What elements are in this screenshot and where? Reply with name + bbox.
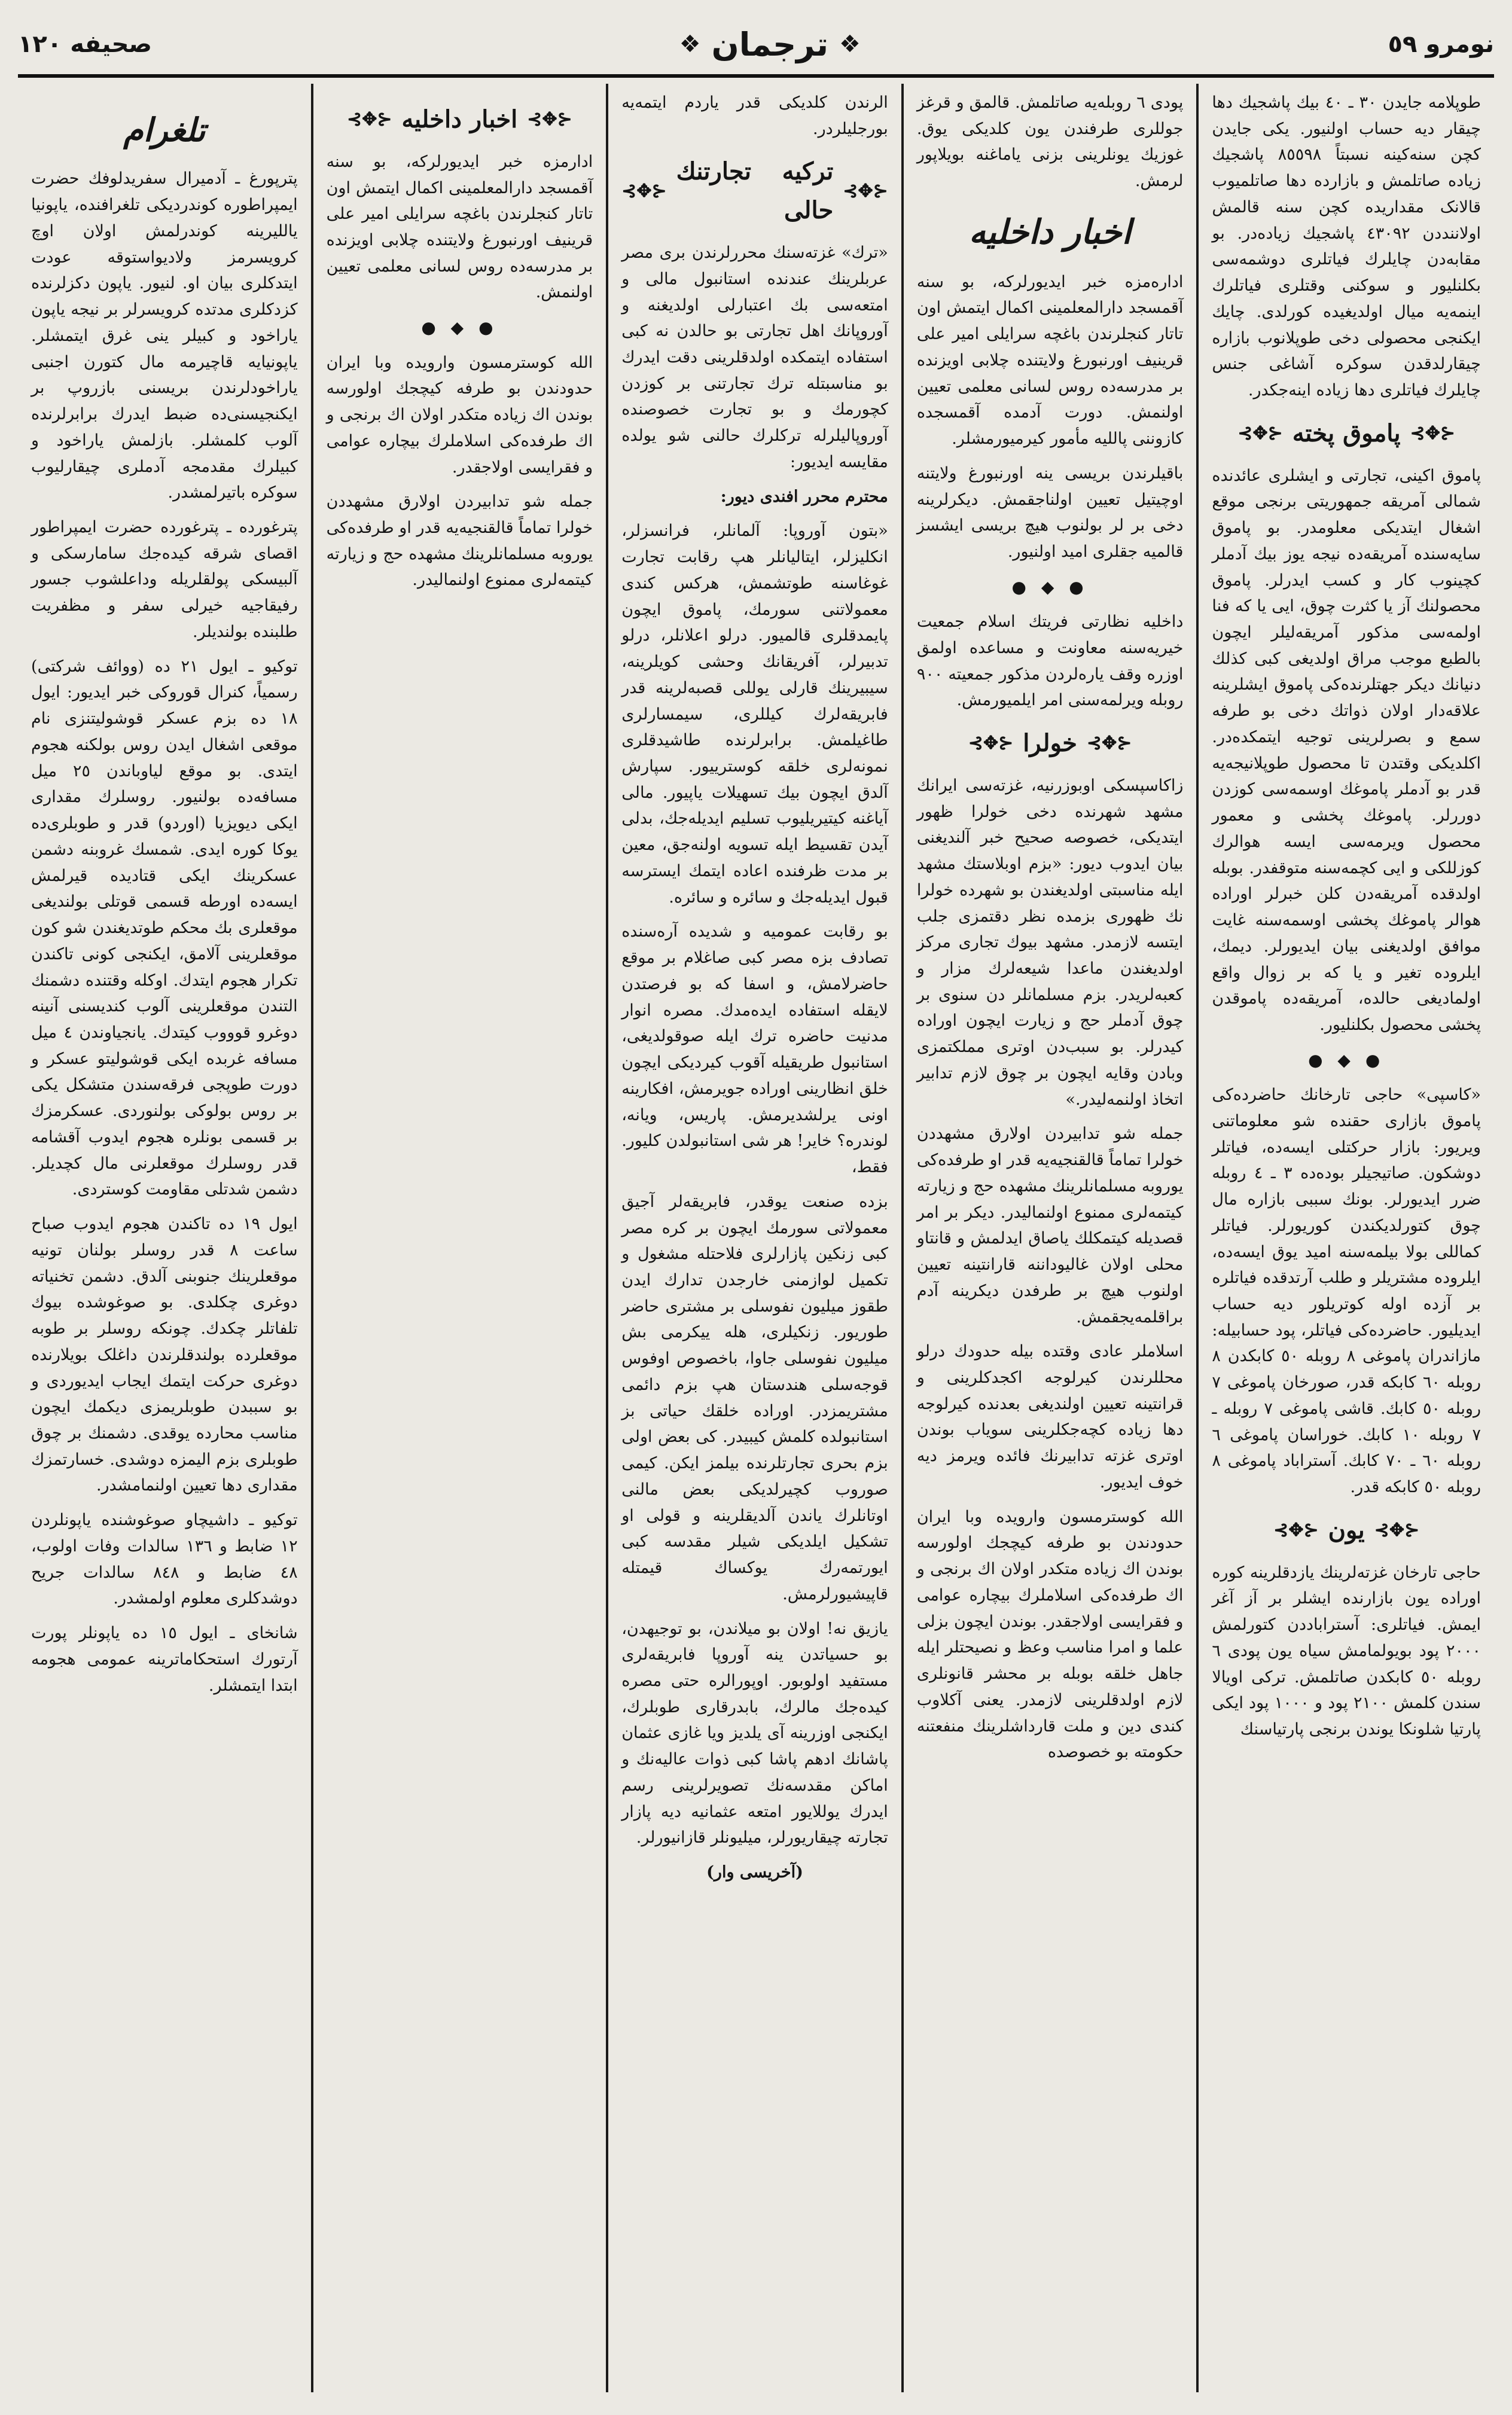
separator: ● ◆ ●: [1308, 1050, 1385, 1070]
continued-note: (آخریسی وار): [706, 1863, 803, 1882]
section-heading: [917, 205, 1184, 260]
paragraph: باقیلرندن بریسی ینه اورنبورغ ولایتنه اوچیتیل تعیین اولناجقمش. دیکرلرینه دخی بر لر بولنوب هیچ بریسی ایشسز قالمیه جقلری امید اولنیور.: [916, 464, 1184, 561]
paragraph: شانخای ـ ایول ١٥ ده یاپونلر پورت آرتورك استحکاماترینه عمومی هجومه ابتدا ایتمشلر.: [31, 1624, 298, 1695]
paragraph: بزده صنعت یوقدر، فابریقه‌لر آجیق معمولاتی سورمك ایچون بر کره مصر کبی زنکین پازارلری فلاحتله مشغول و تکمیل لوازمنی خارجدن تدارك ایدن طقوز میلیون نفوسلی بر مشتری حاضر طوریور. زنکیلری، هله ییکرمی بش میلیون نفوسلی جاوا، باخصوص اوفوس قوجه‌سلی هندستان هپ بزم دائمی مشتریمزدر. اوراده خلقك حیاتی بز استانبولده کلمش کیبیدر. کی بعض اولی بزم بحری تجارتلرنده بیلمز ایکن. کیمی صوروب کچیرلدیکی بعض مالنی اوتانلرك یاندن آلدیقلرینه و قولی او تشکیل ایلدیکی شیلر مقدسه کبی ایورتمه‌رك یوکساك قیمتله قاپیشیورلرمش.: [621, 1192, 888, 1603]
column-4: [313, 84, 609, 2392]
ornament-icon: ⊰✥⊱: [347, 109, 392, 130]
heading-text: خولرا: [1023, 729, 1077, 758]
paragraph: ادارمزه خبر ایدیورلرکه، بو سنه آقمسجد دارالمعلمینی اکمال ایتمش اون تاتار کنجلرندن باغچه سرایلی امیر علی قرینیف اورنبورغ ولایتنده چلابی اویزنده بر مدرسه‌ده روس لسانی معلمی تعیین اولنمش.: [326, 152, 593, 302]
paragraph: «بتون آوروپا: آلمانلر، فرانسزلر، انکلیزلر، ایتالیانلر هپ رقابت تجارت غوغاسنه طوتشمش، هرکس کندی معمولاتنی سورمك، پاموق ایچون پایمدقلری قالمیور. درلو اعلانلر، درلو تدبیرلر، آفریقانك وحشی کویلرینه، سیبیرینك قارلی یوللی قصبه‌لرینه قدر فابریقه‌لرك کیللری، سیمسارلری طاغیلمش. برابرلرنده طاشیدقلری نمونه‌لری خلقه کوسترییور. سپارش آلدق ایچون بیك تسهیلات یاپیور. مالی آیاغنه کیتیریلیوب تسلیم ایدیله‌جك، بدلی آیدن تقسیط ایله تسویه اولنه‌جق، معین بر مدت ظرفنده اعاده ایتمك ایسترسه قبول ایدیله‌جك و سائره و سائره.: [621, 522, 888, 907]
paragraph: جمله شو تدابیردن اولارق مشهددن خولرا تماماً قالقنجیه‌یه قدر او طرفده‌کی یوروبه مسلمانلرینك مشهده حج و زیارته کیتمه‌لری ممنوع اولنمالیدر.: [326, 492, 593, 590]
paragraph: پودی ٦ روبله‌یه صاتلمش. قالمق و قرغز جوللری طرفندن یون کلدیکی یوق. غوزیك یونلرینی بزنی یاماغنه بویلاپور لرمش.: [916, 93, 1184, 191]
column-3: [608, 84, 904, 2392]
ornament-icon: ⊰✥⊱: [527, 109, 572, 130]
paragraph: پترپورغ ـ آدمیرال سفریدلوفك حضرت ایمپراطوره کوندردیکی تلغرافنده، یاپونیا یاللیرینه کوندرلمش اولان اوچ کرویسرمز ولادیواستوقه عودت ایتدکلری بیان او. لنیور. یاپون دکزلرنده کزدکلری مدتده کرویسرلر بر نیجه یاپون یاراخود و کبیلر ینی غرق ایتمشلر. یاپونیایه قاچیرمه مال کتورن اجنبی یاراخودلرندن بریسنی بازروپ بر ایکنجیسنی‌ده ضبط ایدرك برابرلرنده آلوب کلمشلر. بازلمش یاراخود و کبیلرك مقدمجه آدملری چیقارلیوب سوکره باتیرلمشدر.: [31, 169, 298, 502]
heading-text: ترکیه تجارتنك حالی: [676, 157, 834, 225]
paragraph: جمله شو تدابیردن اولارق مشهددن خولرا تماماً قالقنجیه‌یه قدر او طرفده‌کی یوروبه مسلمانلرینك مشهده حج و زیارته کیتمه‌لری ممنوع اولنمالیدر. دیکر بر امر قصدیله کیتمکلك یاصاق ایدلمش و قانتاو محلی اولان غالیوداننه قارانتینه تعیین اولنوب هیچ بر طرفدن دیکرینه آدم براقلمه‌یجقمش.: [916, 1124, 1184, 1327]
paragraph: پاموق اکینی، تجارتی و ایشلری عائدنده شمالی آمریقه جمهوریتی برنجی موقع اشغال ایتدیکی معلومدر. بو پاموق سایه‌سنده آمریقه‌ده نیجه یوز بیك آدملر کچینوب کار و کسب ایدرلر. پاموق محصولنك آز یا کثرت چوق، ایی یا که فنا اولمه‌سی مذکور آمریقه‌لیلر ایچون بالطبع موجب مراق اولدیغی کبی کذلك دنیانك دیکر جهتلرنده‌کی پاموق ایشلرینه علاقه‌دار اولان ذواتك دخی بو طرفه سمع و بصرلرینی توجیه ایتمکده‌در. اکلدیکی وقتدن تا محصول طوپلانیجه‌یه قدر بو آدملر پاموغك اوسمه‌سی کوزدن دوررلر. پاموغك پخشی و معمور محصول ویرمه‌سی ایسه هوالرك کوزللکی و ایی کچمه‌سنه متوقفدر. بوبله اولدقده آمریقه‌دن کلن خبرلر اوراده هوالر پاموغك پخشی اوسمه‌سنه غایت موافق اولدیغنی بیان ایدیورلر. دیمك، ایلروده تغیر و یا که بر زوال واقع اولمادیغی حالده، آمریقه‌ده پاموقدن پخشی محصول بکلنلیور.: [1212, 466, 1481, 1035]
ornament-icon: ⊰✥⊱: [1374, 1519, 1420, 1541]
separator: ● ◆ ●: [1011, 577, 1089, 597]
issue-number: نومرو ٥٩: [1388, 31, 1494, 58]
paragraph: توکیو ـ داشیچاو صوغوشنده یاپونلردن ١٢ ضابط و ١٣٦ سالدات وفات اولوب، ٤٨ ضابط و ٨٤٨ سالدات جریح دوشدکلری معلوم اولمشدر.: [31, 1511, 298, 1608]
section-heading: [327, 100, 593, 139]
column-2: [904, 84, 1199, 2392]
paragraph: داخلیه نظارتی فریتك اسلام جمعیت خیریه‌سنه معاونت و مساعده اولمق اوزره وقف یاره‌لردن مذکور جمعیته ٩٠٠ روبله ویرلمه‌سنی امر ایلمیورمش.: [916, 612, 1184, 710]
ornament-icon: ⊰✥⊱: [1237, 422, 1283, 444]
paragraph: محترم محرر افندی دیور:: [720, 487, 888, 506]
paragraph: طوپلامه جایدن ٣٠ ـ ٤٠ بیك پاشجیك دها چیقار دیه حساب اولنیور. یکی جایدن کچن سنه‌کینه نسبتاً ٨٥٥٩٨ پاشجیك زیاده صاتلمش و بازارده دها صاتلمیوب قالانک مقداریده کچن سنه قالمش اولاننددن ٤٣٠٩٢ پاشجیك زیاده‌در. بو مقابه‌دن چایلرك فیاتلری دوشمه‌سی بکلنلیور و سوکنی وقتلری فیاتلرك اینمه‌یه میال اولدیغیده کورلدی. چایك ایکنجی محصولی دخی طوپلانوب بازاره چیقارلدقدن سوکره آشاغی جنس چایلرك فیاتلری دها زیاده اینه‌جکدر.: [1212, 93, 1481, 400]
ornament-icon: ⊰✥⊱: [968, 733, 1014, 754]
paragraph: اسلاملر عادی وقتده بیله حدودك درلو محللرندن کیرلوجه اکجدکلرینی و قرانتینه تعیین اولندیغی بعدنده کیرلوجه دها زیاده کچه‌جکلرینی سویاب بوندن اوتری غزته تدابیرنك فائده ویرمز دیه خوف ایدیور.: [916, 1342, 1184, 1492]
paragraph: «ترك» غزته‌سنك محررلرندن بری مصر عربلرینك عندنده استانبول مالی و امتعه‌سی بك اعتبارلی اولدیغنه و آوروپانك اهل تجارتی بو حالدن نه کبی استفاده ایتمکده اولدقلرینی دقت ایدرك بو مناسبتله ترك تجارتنی بر کوزدن کچورمك و بو تجارت خصوصنده آوروپالیلرله ترکلرك حالنی شو یولده مقایسه ایدیور:: [621, 243, 888, 471]
heading-text: پاموق پخته: [1292, 419, 1401, 447]
paragraph: پترغورده ـ پترغورده حضرت ایمپراطور اقصای شرقه کیده‌جك سامارسکی و آلبیسکی پولقلریله وداعلشوب جسور رفیقاجیه خیرلی سفر و مظفریت طلبنده بولندیلر.: [31, 518, 298, 641]
ornament-icon: ⊰✥⊱: [621, 180, 667, 202]
ornament-icon: ⊰✥⊱: [843, 180, 888, 202]
paragraph: ایول ١٩ ده تاکندن هجوم ایدوب صباح ساعت ٨ قدر روسلر بولنان تونیه موقعلرینك جنوبنی آلدق. دشمن تخنیاته دوغری چکلدی. بو صوغوشده بیوك تلفاتلر چکدك. چونکه روسلر بر طوبه موقعلرده بولندقلرندن داغلک بویلارنده دوغری حرکت ایتمك ایجاب ایدیوردی و بو سببدن طوبلریمزی دیکمك ایچون مناسب محارده یوقدی. دشمنك بر چوق طوبلری بزم الیمزه دوشدی. خسارتمزك مقداری دها تعیین اولنمامشدر.: [31, 1215, 298, 1495]
heading-text: تلغرام: [123, 111, 206, 149]
paragraph: الله کوسترمسون وارویده وبا ایران حدودندن بو طرفه کیچجك اولورسه بوندن اك زیاده متکدر اولان اك برنجی و اك طرفده‌کی اسلاملرك بیچاره عوامی و فقرایسی اولاجقدر.: [326, 353, 593, 477]
paragraph: بو رقابت عمومیه و شدیده آره‌سنده تصادف بزه مصر کبی صاغلام بر موقع حاضرلامش، و اسفا که بو فرصتدن لایقله استفاده ایده‌مدك. مصره انوار مدنیت حاضره ترك ایله صوقولدیغی، استانبول طریقیله آقوب کیردیکی ایچون خلق انظارینی اوراده جویرمش، افکارینه اونی یرلشدیرمش. پاریس، ویانه، لوندره؟ خایر! هر شی استانبولدن کلیور. فقط،: [621, 922, 888, 1177]
column-5: [18, 84, 313, 2392]
section-heading: [1212, 414, 1481, 453]
ornament-icon: ❖: [839, 31, 861, 58]
ornament-icon: ⊰✥⊱: [1087, 733, 1132, 754]
paragraph: «کاسپی» حاجی تارخانك حاضرده‌کی پاموق بازاری حقنده شو معلوماتنی ویریور: بازار حرکتلی ایسه‌ده، فیاتلر دوشکون. صاتیجیلر بوده‌ده ٣ ـ ٤ روبله ضرر ایدیورلر. بونك سببی بازاره مال چوق کتورلدیکندن کوریورلر. فیاتلر کماللی بولا بیلمه‌سنه امید یوق ایسه‌ده، ایلروده مشتریلر و طلب آرتدقده فیاتلره بر آزده اوله کوتریلور دیه حساب ایدیلیور. حاضرده‌کی فیاتلر، پود حسابیله: مازاندران پاموغی ٨ روبله ٥٠ کابکدن ٨ روبله ٦٠ کابکه قدر، صورخان پاموغی ٧ روبله ٥٠ کابك. قاشی پاموغی ٧ روبله ـ ٧ روبله ١٠ کابك. خوراسان پاموغی ٦ روبله ٦٠ ـ ٧٠ کابك. آستراباد پاموغی ٨ روبله ٥٠ کابکه قدر.: [1212, 1085, 1481, 1497]
newspaper-name: ترجمان: [711, 25, 829, 63]
top-rule: [18, 74, 1494, 78]
section-heading: [917, 724, 1184, 763]
column-1: [1199, 84, 1494, 2392]
ornament-icon: ❖: [679, 31, 701, 58]
paragraph: زاکاسپسکی اوبوزرنیه، غزته‌سی ایرانك مشهد شهرنده دخی خولرا ظهور ایتدیکی، خصوصه صحیح خبر آلندیغنی بیان ایدوب دیور: «بزم اوبلاستك مشهد ایله مناسبتی اولدیغندن بو شهرده خولرا نك ظهوری بزمده نظر دقتمزی جلب ایتسه لازمدر. مشهد بیوك تجاری مرکز اولدیغندن ماعدا شیعه‌لرك مزار و کعبه‌لریدر. بزم مسلمانلر دن سنوی بر چوق آدملر حج و زیارت ایچون اوراده کیدرلر. بو سبب‌دن اوتری مملکتمزی وبادن وقایه ایچون بر چوق لازم تدابیر اتخاذ اولنمه‌لیدر.»: [916, 776, 1184, 1109]
heading-text: اخبار داخلیه: [968, 212, 1132, 252]
masthead: [18, 17, 1494, 72]
section-heading: [31, 104, 298, 156]
paragraph: توکیو ـ ایول ٢١ ده (ووائف شرکتی) رسمیاً، کنرال قوروکی خبر ایدیور: ایول ١٨ ده بزم عسکر قوشولیتنزی نام موقعی اشغال ایدن روس بولکنه هجوم ایتدی. بو موقع لیاوباندن ٢٥ میل مسافه‌ده بولنیور. روسلرك مقداری ایکی دیویزیا (اوردو) قدر و طوبلری‌ده یوکا کوره ایدی. شمسك غروبنه دشمن عسکرینك ایکی قتادیده قیرلمش ایسه‌ده اورطه قسمی قوتلی بولندیغی موقعلری بك محکم طوتدیغندن شو کون موقعلرینی آلامق، ایکنجی کونی تاکندن تکرار هجوم ایتدك. اوکله وقتنده دشمنك التندن موقعلرینی آلوب کندیسنی آنینه دوغرو قوووب کیتدك. یانجیاوندن ٤ میل مسافه غربده ایکی قوشولیتو عسکر و دورت طوپجی فرقه‌سندن متشکل یکی بر روس بولوکی بولنوردی. عسکرمزك بر قسمی بونلره هجوم ایدوب آقشامه قدر روسلرك موقعلرنی مال کچدیلر. دشمن شدتلی مقاومت کوستردی.: [31, 657, 298, 1199]
paragraph: حاجی تارخان غزته‌لرینك یازدقلرینه کوره اوراده یون بازارنده ایشلر بر آز آغر ایمش. فیاتلری: آستراباددن کتورلمش ٢٠٠٠ پود بویولمامش سیاه یون پودی ٦ روبله ٥٠ کابکدن صاتلمش. ترکی اویالا سندن کلمش ٢١٠٠ پود و ١٠٠٠ پود ایکی پارتیا شلونکا یوندن برنجی پارتیاسنك: [1212, 1563, 1481, 1739]
columns: [18, 84, 1494, 2392]
paragraph: الرندن کلدیکی قدر یاردم ایتمه‌یه بورجلیلردر.: [621, 93, 888, 138]
newspaper-title: [679, 26, 861, 63]
paragraph: الله کوسترمسون وارویده وبا ایران حدودندن بو طرفه کیچجك اولورسه بوندن اك زیاده متکدر اولان اك برنجی و اك طرفده‌کی اسلاملرك بیچاره عوامی و فقرایسی اولاجقدر. بوندن ایچون بزلی علما و امرا مناسب وعظ و نصیحتلر ایله جاهل خلقه بوبله بر محشر قانونلری لازم اولدقلرینی لازمدر. یعنی آکلاوب کندی دین و ملت قارداشلرینك منفعتنه حکومته بو خصوصده: [916, 1507, 1184, 1762]
ornament-icon: ⊰✥⊱: [1410, 422, 1456, 444]
paragraph: یازیق نه! اولان بو میلاندن، بو توجیهدن، بو حسیاتدن ینه آوروپا فابریقه‌لری مستفید اولوبور. اوپورالره حتی مصره کیده‌جك مالرك، بابدرقاری طوبلرك، ایکنجی اوزرینه آی یلدیز ویا غازی عثمان پاشانك ادهم پاشا کبی ذوات عالیه‌نك و اماکن مقدسه‌نك تصویرلرینی رسم ایدرك یوللایور امتعه عثمانیه دیه پازار تجارته چیقاریورلر، میلیونلر قازانیورلر.: [621, 1619, 888, 1847]
heading-text: اخبار داخلیه: [401, 105, 518, 133]
section-heading: [621, 153, 888, 230]
section-heading: [1212, 1511, 1481, 1550]
ornament-icon: ⊰✥⊱: [1273, 1519, 1319, 1541]
page-number: صحیفه ١٢٠: [18, 31, 153, 58]
paragraph: اداره‌مزه خبر ایدیورلرکه، بو سنه آقمسجد دارالمعلمینی اکمال ایتمش اون تاتار کنجلرندن باغچه سرایلی امیر علی قرینیف اورنبورغ ولایتنده چلابی اویزنده بر مدرسه‌ده روس لسانی معلمی تعیین اولنمش. دورت آدمده آقمسجده کازوننی پاللیه مأمور کیرمیورمشلر.: [916, 272, 1184, 449]
separator: ● ◆ ●: [421, 318, 498, 338]
heading-text: یون: [1328, 1516, 1365, 1544]
